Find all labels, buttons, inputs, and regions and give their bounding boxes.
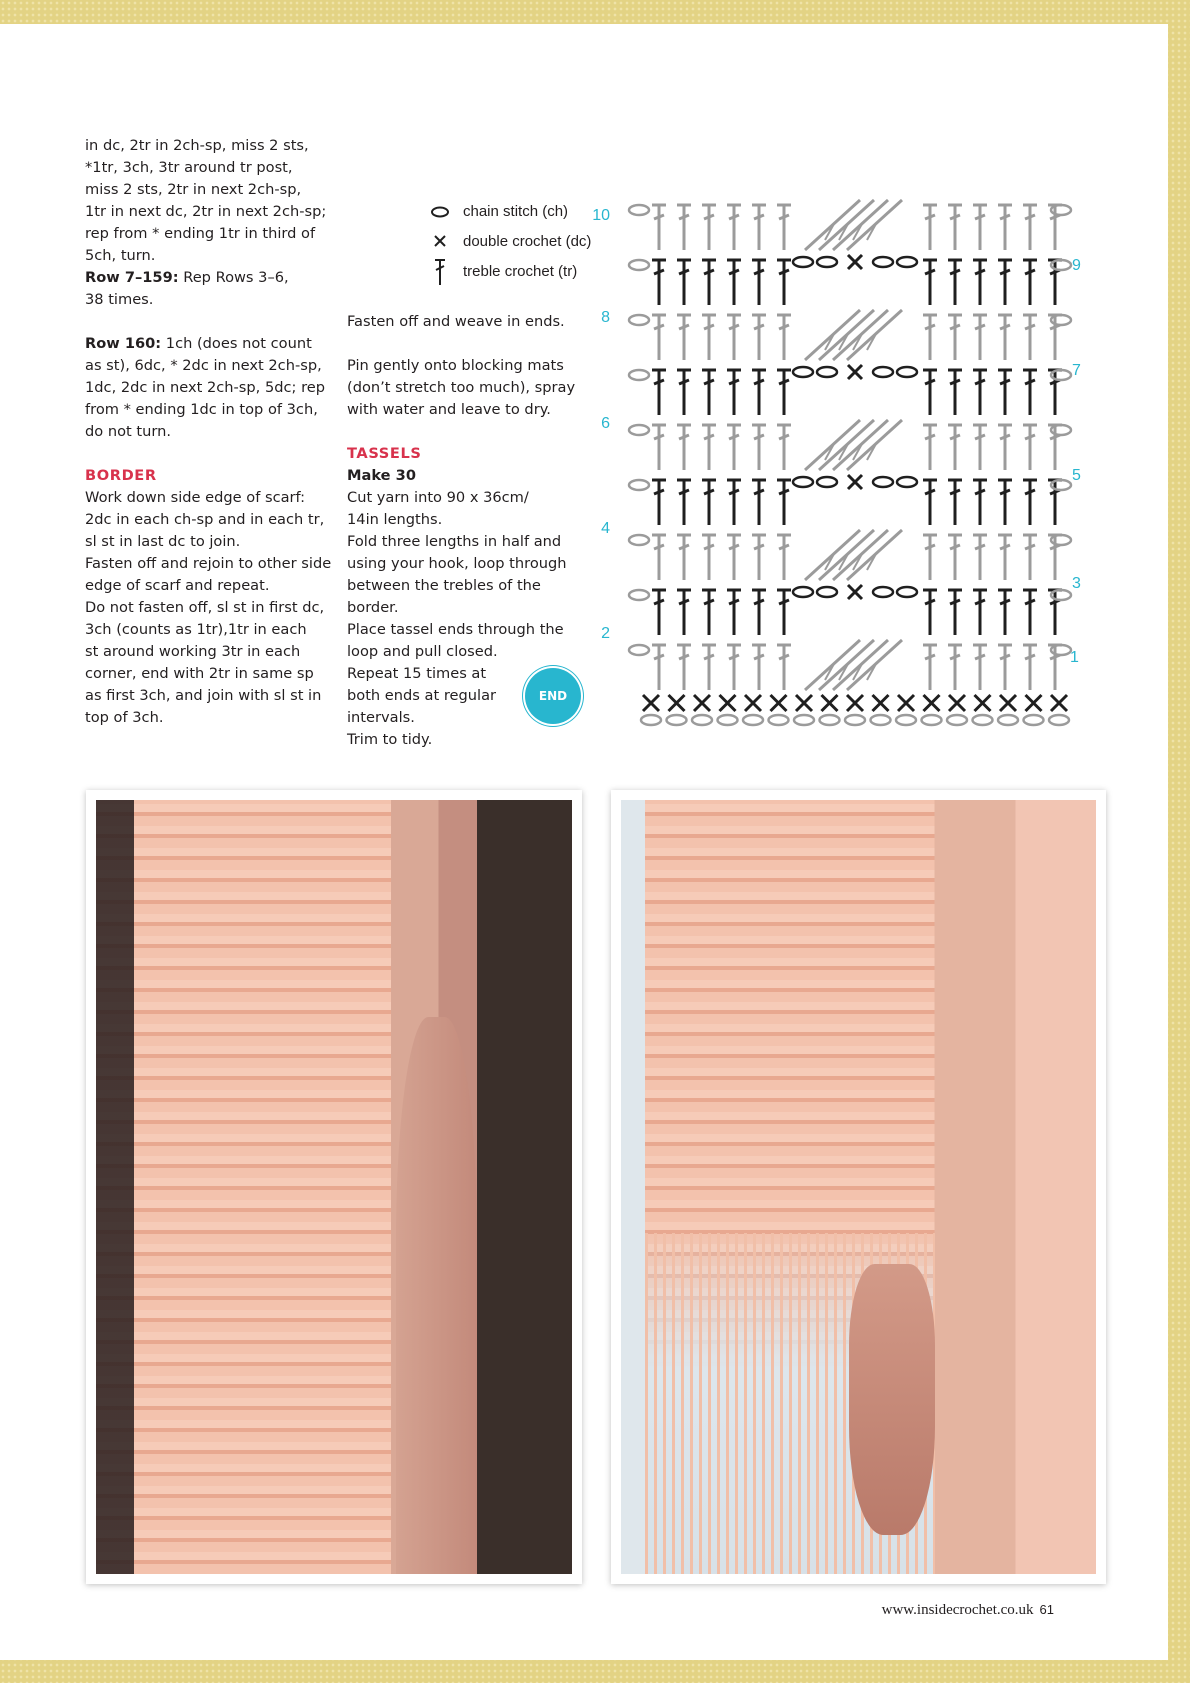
treble-stitch — [677, 535, 691, 580]
text-line: as st), 6dc, * 2dc in next 2ch-sp, — [85, 357, 322, 374]
treble-stitch — [777, 315, 791, 360]
treble-stitch — [727, 315, 741, 360]
text-line: 1tr in next dc, 2tr in next 2ch-sp; — [85, 203, 327, 220]
chain-stitch — [794, 715, 814, 725]
treble-stitch — [998, 645, 1012, 690]
text-line: Pin gently onto blocking mats — [347, 357, 564, 374]
treble-stitch — [752, 645, 766, 690]
row-number: 5 — [1072, 467, 1081, 484]
treble-stitch — [998, 480, 1012, 525]
text-line: between the trebles of the border. — [347, 577, 541, 616]
chain-stitch — [817, 477, 837, 487]
text-line: 3ch (counts as 1tr),1tr in each — [85, 621, 307, 638]
treble-stitch — [923, 205, 937, 250]
text-line: Do not fasten off, sl st in first dc, — [85, 599, 325, 616]
double-crochet-stitch — [847, 695, 863, 711]
chain-stitch — [817, 257, 837, 267]
chain-stitch-icon — [425, 199, 455, 223]
chain-stitch — [641, 715, 661, 725]
treble-stitch — [948, 535, 962, 580]
photo-frame-right — [611, 790, 1106, 1584]
chain-stitch — [769, 715, 789, 725]
treble-stitch — [652, 535, 666, 580]
treble-stitch — [777, 260, 791, 305]
chain-stitch — [896, 715, 916, 725]
make-label: Make 30 — [347, 467, 416, 484]
legend-item-double — [425, 226, 591, 256]
treble-stitch — [652, 645, 666, 690]
text-line: as first 3ch, and join with sl st in — [85, 687, 322, 704]
treble-stitch — [1023, 425, 1037, 470]
stitch-legend — [425, 196, 591, 286]
treble-stitch — [1023, 480, 1037, 525]
double-crochet-stitch — [669, 695, 685, 711]
treble-stitch — [998, 590, 1012, 635]
treble-stitch — [702, 315, 716, 360]
treble-stitch — [702, 480, 716, 525]
row-number: 4 — [601, 520, 610, 537]
treble-stitch — [973, 370, 987, 415]
chain-stitch — [1024, 715, 1044, 725]
double-crochet-stitch — [848, 365, 862, 379]
row-number: 1 — [1070, 649, 1079, 666]
text-line: both ends at regular — [347, 687, 497, 704]
chain-stitch — [629, 480, 649, 490]
treble-stitch — [1023, 370, 1037, 415]
chain-stitch — [817, 587, 837, 597]
treble-stitch — [752, 590, 766, 635]
make-count — [347, 465, 597, 487]
row-label: Row 7–159: — [85, 269, 179, 286]
tassels-heading: TASSELS — [347, 445, 422, 462]
treble-stitch — [948, 480, 962, 525]
legend-label: treble crochet (tr) — [463, 262, 578, 280]
treble-crochet-icon — [425, 259, 455, 283]
treble-stitch — [1048, 205, 1062, 250]
treble-stitch — [923, 590, 937, 635]
treble-stitch — [998, 425, 1012, 470]
treble-stitch — [948, 315, 962, 360]
treble-stitch — [1048, 260, 1062, 305]
double-crochet-stitch — [745, 695, 761, 711]
chain-stitch — [793, 367, 813, 377]
treble-stitch — [998, 260, 1012, 305]
row-number: 7 — [1072, 362, 1081, 379]
treble-stitch — [923, 535, 937, 580]
chain-stitch — [820, 715, 840, 725]
treble-stitch — [727, 645, 741, 690]
scarf-photo-right — [621, 800, 1096, 1574]
treble-stitch — [702, 205, 716, 250]
chain-stitch — [667, 715, 687, 725]
treble-stitch — [777, 645, 791, 690]
treble-stitch — [652, 590, 666, 635]
text: Rep Rows 3–6, — [178, 269, 289, 286]
double-crochet-stitch — [848, 475, 862, 489]
double-crochet-stitch — [975, 695, 991, 711]
treble-stitch — [727, 205, 741, 250]
text-line: edge of scarf and repeat. — [85, 577, 270, 594]
chain-stitch — [897, 257, 917, 267]
text: 1ch (does not count — [161, 335, 312, 352]
treble-stitch — [727, 425, 741, 470]
treble-stitch — [727, 260, 741, 305]
legend-label: double crochet (dc) — [463, 232, 592, 250]
double-crochet-stitch — [822, 695, 838, 711]
chain-stitch — [897, 587, 917, 597]
treble-stitch — [923, 260, 937, 305]
chain-stitch — [871, 715, 891, 725]
treble-stitch — [998, 370, 1012, 415]
text-line: *1tr, 3ch, 3tr around tr post, — [85, 159, 293, 176]
text-line: with water and leave to dry. — [347, 401, 551, 418]
row-7-instruction — [85, 267, 335, 289]
treble-stitch — [677, 645, 691, 690]
text-line: from * ending 1dc in top of 3ch, — [85, 401, 318, 418]
text-line: (don’t stretch too much), spray — [347, 379, 576, 396]
chain-stitch — [897, 367, 917, 377]
treble-stitch — [677, 205, 691, 250]
treble-stitch — [777, 205, 791, 250]
treble-stitch — [1023, 645, 1037, 690]
treble-stitch — [677, 315, 691, 360]
chain-stitch — [845, 715, 865, 725]
double-crochet-icon — [425, 229, 455, 253]
crochet-chart — [592, 150, 1090, 740]
chain-stitch — [629, 315, 649, 325]
treble-stitch — [752, 425, 766, 470]
treble-stitch — [1048, 480, 1062, 525]
chain-stitch — [873, 587, 893, 597]
treble-stitch — [973, 645, 987, 690]
chain-stitch — [629, 535, 649, 545]
double-crochet-stitch — [848, 255, 862, 269]
treble-stitch — [973, 480, 987, 525]
treble-stitch — [677, 480, 691, 525]
chain-stitch — [873, 367, 893, 377]
treble-stitch — [923, 425, 937, 470]
treble-stitch — [923, 480, 937, 525]
treble-stitch — [702, 645, 716, 690]
scarf-photo-left — [96, 800, 572, 1574]
text-line: intervals. — [347, 709, 415, 726]
text-line: 1dc, 2dc in next 2ch-sp, 5dc; rep — [85, 379, 325, 396]
chain-stitch — [897, 477, 917, 487]
legend-label: chain stitch (ch) — [463, 202, 569, 220]
treble-stitch — [998, 205, 1012, 250]
treble-stitch — [923, 645, 937, 690]
treble-stitch — [923, 315, 937, 360]
treble-stitch — [727, 590, 741, 635]
chain-stitch — [793, 257, 813, 267]
chain-stitch — [629, 370, 649, 380]
double-crochet-stitch — [848, 585, 862, 599]
treble-stitch — [948, 370, 962, 415]
chain-stitch — [629, 205, 649, 215]
text-line: miss 2 sts, 2tr in next 2ch-sp, — [85, 181, 302, 198]
end-badge: END — [525, 668, 581, 724]
double-crochet-stitch — [1000, 695, 1016, 711]
treble-stitch — [752, 370, 766, 415]
double-crochet-stitch — [1026, 695, 1042, 711]
treble-stitch — [652, 480, 666, 525]
treble-stitch — [1048, 645, 1062, 690]
page-number: 61 — [1039, 1602, 1054, 1617]
treble-stitch — [727, 535, 741, 580]
treble-stitch — [1023, 260, 1037, 305]
double-crochet-stitch — [694, 695, 710, 711]
text-line: Repeat 15 times at — [347, 665, 487, 682]
treble-stitch — [1048, 425, 1062, 470]
row-label: Row 160: — [85, 335, 162, 352]
treble-stitch — [752, 205, 766, 250]
chain-stitch — [873, 477, 893, 487]
pattern-column-1 — [85, 135, 335, 729]
treble-stitch — [727, 370, 741, 415]
treble-stitch — [677, 260, 691, 305]
treble-stitch — [702, 370, 716, 415]
treble-stitch — [948, 260, 962, 305]
row-number: 3 — [1072, 575, 1081, 592]
treble-stitch — [973, 260, 987, 305]
double-crochet-stitch — [720, 695, 736, 711]
treble-stitch — [998, 535, 1012, 580]
treble-stitch — [1023, 315, 1037, 360]
chain-stitch — [629, 590, 649, 600]
text-line: Cut yarn into 90 x 36cm/ — [347, 489, 529, 506]
row-number: 2 — [601, 625, 610, 642]
treble-stitch — [727, 480, 741, 525]
treble-stitch — [973, 205, 987, 250]
treble-stitch — [1048, 535, 1062, 580]
chain-stitch — [873, 257, 893, 267]
treble-stitch — [702, 535, 716, 580]
treble-stitch — [1048, 370, 1062, 415]
treble-stitch — [1048, 590, 1062, 635]
chain-stitch — [947, 715, 967, 725]
chain-stitch — [743, 715, 763, 725]
treble-stitch — [752, 260, 766, 305]
treble-stitch — [948, 645, 962, 690]
treble-stitch — [973, 535, 987, 580]
text-line: do not turn. — [85, 423, 171, 440]
chain-stitch — [973, 715, 993, 725]
row-number: 8 — [601, 309, 610, 326]
double-crochet-stitch — [949, 695, 965, 711]
chain-stitch — [629, 425, 649, 435]
treble-stitch — [677, 590, 691, 635]
text-line: 5ch, turn. — [85, 247, 156, 264]
text-line: st around working 3tr in each — [85, 643, 301, 660]
treble-stitch — [948, 425, 962, 470]
chain-stitch — [692, 715, 712, 725]
double-crochet-stitch — [796, 695, 812, 711]
treble-stitch — [702, 590, 716, 635]
text-line: 38 times. — [85, 291, 154, 308]
treble-stitch — [652, 260, 666, 305]
treble-stitch — [923, 370, 937, 415]
treble-stitch — [973, 315, 987, 360]
chain-stitch — [793, 587, 813, 597]
double-crochet-stitch — [898, 695, 914, 711]
treble-stitch — [777, 370, 791, 415]
text-line: 14in lengths. — [347, 511, 443, 528]
treble-stitch — [752, 315, 766, 360]
treble-stitch — [777, 425, 791, 470]
treble-stitch — [948, 205, 962, 250]
treble-stitch — [752, 535, 766, 580]
chain-stitch — [817, 367, 837, 377]
treble-stitch — [998, 315, 1012, 360]
treble-stitch — [702, 425, 716, 470]
double-crochet-stitch — [643, 695, 659, 711]
treble-stitch — [777, 535, 791, 580]
text-line: using your hook, loop through — [347, 555, 567, 572]
treble-stitch — [652, 370, 666, 415]
text-line: Work down side edge of scarf: — [85, 489, 306, 506]
chain-stitch — [629, 260, 649, 270]
footer-url: www.insidecrochet.co.uk — [881, 1602, 1034, 1618]
treble-stitch — [1023, 205, 1037, 250]
chain-stitch — [1049, 715, 1069, 725]
text-line: Trim to tidy. — [347, 731, 433, 748]
treble-stitch — [973, 425, 987, 470]
chain-stitch — [998, 715, 1018, 725]
text-line: top of 3ch. — [85, 709, 164, 726]
row-number: 10 — [592, 207, 610, 224]
treble-stitch — [1048, 315, 1062, 360]
photo-frame-left — [86, 790, 582, 1584]
text-line: loop and pull closed. — [347, 643, 498, 660]
chain-stitch — [629, 645, 649, 655]
text-line: rep from * ending 1tr in third of — [85, 225, 316, 242]
footer — [882, 1602, 1054, 1619]
treble-stitch — [777, 480, 791, 525]
treble-stitch — [652, 205, 666, 250]
double-crochet-stitch — [924, 695, 940, 711]
treble-stitch — [652, 425, 666, 470]
text-line: 2dc in each ch-sp and in each tr, — [85, 511, 325, 528]
treble-stitch — [973, 590, 987, 635]
treble-stitch — [1023, 590, 1037, 635]
double-crochet-stitch — [873, 695, 889, 711]
text-line: Place tassel ends through the — [347, 621, 564, 638]
treble-stitch — [677, 425, 691, 470]
row-160-instruction — [85, 333, 335, 355]
treble-stitch — [777, 590, 791, 635]
text-line: sl st in last dc to join. — [85, 533, 241, 550]
text-line: Fasten off and weave in ends. — [347, 313, 565, 330]
treble-stitch — [652, 315, 666, 360]
treble-stitch — [752, 480, 766, 525]
legend-item-treble — [425, 256, 591, 286]
chain-stitch — [922, 715, 942, 725]
chain-stitch — [793, 477, 813, 487]
legend-item-chain — [425, 196, 591, 226]
double-crochet-stitch — [1051, 695, 1067, 711]
text-line: in dc, 2tr in 2ch-sp, miss 2 sts, — [85, 137, 309, 154]
treble-stitch — [677, 370, 691, 415]
row-number: 6 — [601, 415, 610, 432]
border-heading: BORDER — [85, 467, 157, 484]
text-line: corner, end with 2tr in same sp — [85, 665, 314, 682]
text-line: Fold three lengths in half and — [347, 533, 562, 550]
chain-stitch — [718, 715, 738, 725]
text-line: Fasten off and rejoin to other side — [85, 555, 332, 572]
treble-stitch — [702, 260, 716, 305]
double-crochet-stitch — [771, 695, 787, 711]
treble-stitch — [1023, 535, 1037, 580]
row-number: 9 — [1072, 257, 1081, 274]
treble-stitch — [948, 590, 962, 635]
